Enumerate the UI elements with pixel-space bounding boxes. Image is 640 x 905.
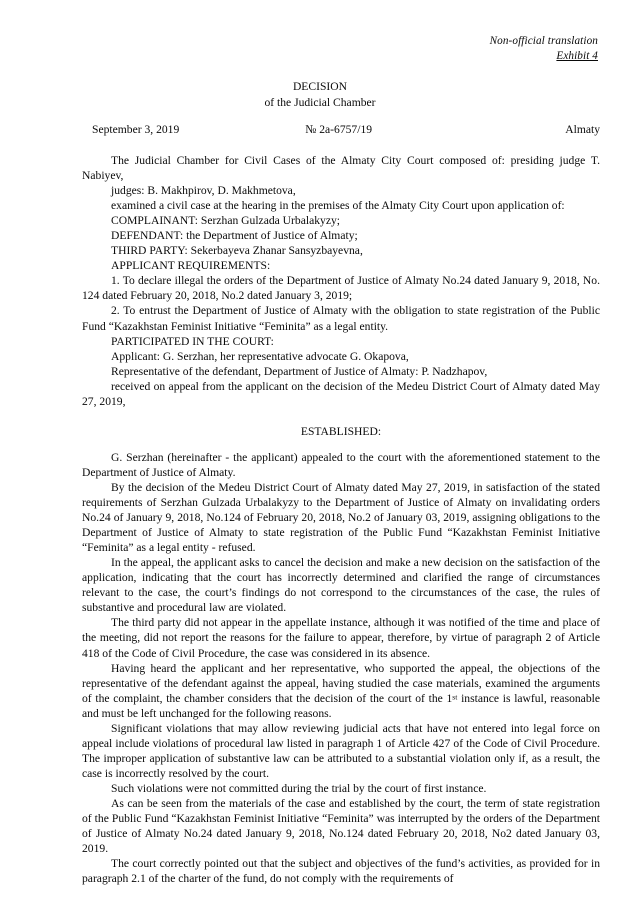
paragraph-examined: examined a civil case at the hearing in the premises of the Almaty City Court upon application of: — [111, 199, 565, 213]
paragraph-third-party: THIRD PARTY: Sekerbayeva Zhanar Sansyzbayevna, — [111, 244, 363, 258]
ordinal-suffix: st — [452, 692, 458, 702]
case-number: № 2a-6757/19 — [305, 123, 373, 136]
paragraph-defendant: DEFENDANT: the Department of Justice of Almaty; — [111, 229, 358, 243]
paragraph-district-court-decision: By the decision of the Medeu District Court of Almaty dated May 27, 2019, in satisfaction of the stated requirements of Serzhan Gulzada Urbalakyzy to the Department of Justice of Almaty on invalidating orders No.24 of January 9, 2018, No.124 of February 20, 2018, No.2 of January 03, 2019, assigning obligations to the Department of Justice of Almaty to state registration of the Public Fund “Kazakhstan Feminist Initiative “Feminita” as a legal entity - refused. — [82, 480, 600, 555]
page-title — [0, 79, 640, 110]
spacer-after-established — [82, 439, 600, 450]
paragraph-composition: The Judicial Chamber for Civil Cases of the Almaty City Court composed of: presiding judge T. Nabiyev, — [82, 154, 600, 183]
heading-participated-in-court: PARTICIPATED IN THE COURT: — [111, 334, 274, 348]
heading-applicant-requirements: APPLICANT REQUIREMENTS: — [111, 259, 271, 273]
paragraph-participant-defendant-rep: Representative of the defendant, Department of Justice of Almaty: P. Nadzhapov, — [111, 364, 488, 378]
paragraph-appealed: G. Serzhan (hereinafter - the applicant) appealed to the court with the aforementioned statement to the Department of Justice of Almaty. — [82, 450, 600, 479]
having-heard-text-post: instance is lawful, reasonable and must be left unchanged for the following reasons. — [82, 691, 600, 720]
paragraph-judges: judges: B. Makhpirov, D. Makhmetova, — [111, 184, 296, 198]
heading-established: ESTABLISHED: — [300, 424, 382, 438]
paragraph-court-correctly: The court correctly pointed out that the subject and objectives of the fund’s activities, as provided for in paragraph 2.1 of the charter of the fund, do not comply with the requirements of — [82, 857, 600, 886]
having-heard-text-pre: Having heard the applicant and her representative, who supported the appeal, the objections of the representative of the defendant against the appeal, having studied the case materials, examined the arguments of the complaint, the chamber considers that the decision of the court of the 1 — [82, 661, 600, 705]
document-body — [82, 153, 600, 886]
paragraph-participant-applicant: Applicant: G. Serzhan, her representative advocate G. Okapova, — [111, 349, 409, 363]
paragraph-as-can-be-seen: As can be seen from the materials of the case and established by the court, the term of state registration of the Public Fund “Kazakhstan Feminist Initiative “Feminita” was interrupted by the orders of the Department of Justice of Almaty No.24 dated January 9, 2018, No.124 dated February 20, 2018, No2 dated January 03, 2019. — [82, 796, 600, 856]
paragraph-significant-violations: Significant violations that may allow reviewing judicial acts that have not entered into legal force on appeal include violations of procedural law listed in paragraph 1 of Article 427 of the Code of Civil Procedure. The improper application of substantive law can be attributed to a substantial violation only if, as a result, the case is incorrectly resolved by the court. — [82, 721, 600, 780]
paragraph-such-violations: Such violations were not committed during the trial by the court of first instance. — [111, 781, 487, 795]
city-name: Almaty — [565, 123, 600, 136]
paragraph-having-heard — [82, 661, 600, 721]
paragraph-requirement-2: 2. To entrust the Department of Justice of Almaty with the obligation to state registration of the Public Fund “Kazakhstan Feminist Initiative “Feminita” as a legal entity. — [82, 304, 600, 333]
paragraph-third-party-absence: The third party did not appear in the appellate instance, although it was notified of the time and place of the meeting, did not report the reasons for the failure to appear, therefore, by virtue of paragraph 2 of Article 418 of the Code of Civil Procedure, the case was considered in its absence. — [82, 616, 600, 660]
document-meta-line — [92, 122, 600, 137]
paragraph-received-on-appeal: received on appeal from the applicant on the decision of the Medeu District Court of Almaty dated May 27, 2019, — [82, 379, 600, 408]
translation-note: Non-official translation — [489, 35, 598, 47]
exhibit-label: Exhibit 4 — [556, 50, 598, 62]
spacer-before-established — [82, 409, 600, 424]
page-title-line-2: of the Judicial Chamber — [264, 95, 376, 109]
page-title-line-1: DECISION — [292, 80, 348, 93]
document-header — [490, 34, 598, 64]
paragraph-complainant: COMPLAINANT: Serzhan Gulzada Urbalakyzy; — [111, 214, 340, 228]
paragraph-requirement-1: 1. To declare illegal the orders of the Department of Justice of Almaty No.24 dated January 9, 2018, No. 124 dated February 20, 2018, No.2 dated January 3, 2019; — [82, 274, 600, 303]
decision-date: September 3, 2019 — [92, 123, 180, 136]
paragraph-in-the-appeal: In the appeal, the applicant asks to cancel the decision and make a new decision on the satisfaction of the application, indicating that the court has incorrectly determined and clarified the range of circumstances relevant to the case, the court’s findings do not correspond to the circumstances of the case, the rules of substantive and procedural law are violated. — [82, 556, 600, 615]
